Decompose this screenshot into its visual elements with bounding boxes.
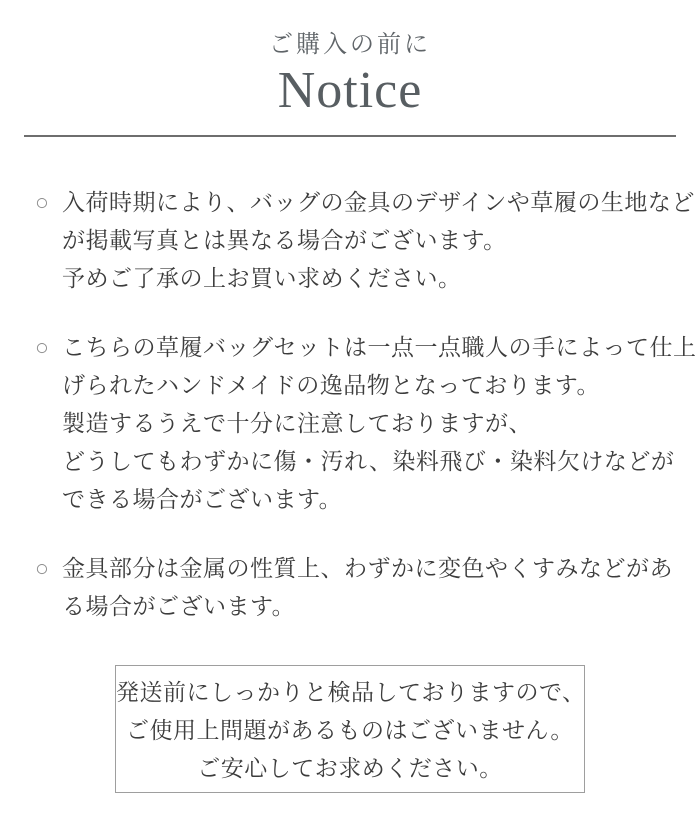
notice-text: [62, 549, 700, 625]
page-subtitle: ご購入の前に: [269, 32, 431, 58]
circle-bullet-icon: ○: [35, 189, 49, 215]
circle-bullet-icon: ○: [35, 334, 49, 360]
notice-line: 製造するうえで十分に注意しておりますが、: [62, 410, 532, 436]
notice-line: こちらの草履バッグセットは一点一点職人の手によって仕上: [62, 334, 697, 360]
notice-item: [35, 549, 700, 625]
assurance-line: 発送前にしっかりと検品しておりますので、: [116, 679, 586, 705]
notice-line: る場合がございます。: [62, 593, 296, 619]
circle-bullet-icon: ○: [35, 555, 49, 581]
notice-text: [62, 328, 700, 518]
notice-line: 入荷時期により、バッグの金具のデザインや草履の生地など: [62, 189, 695, 215]
notice-line: どうしてもわずかに傷・汚れ、染料飛び・染料欠けなどが: [62, 448, 675, 474]
page-title: Notice: [277, 62, 423, 119]
notice-text: [62, 183, 700, 297]
notice-item: [35, 328, 700, 518]
assurance-line: ご使用上問題があるものはございません。: [126, 717, 574, 743]
notice-line: できる場合がございます。: [62, 486, 343, 512]
notice-line: 金具部分は金属の性質上、わずかに変色やくすみなどがあ: [62, 555, 673, 581]
notice-line: げられたハンドメイドの逸品物となっております。: [62, 372, 600, 398]
notice-header: [0, 0, 700, 119]
assurance-box: [115, 665, 585, 793]
notice-line: が掲載写真とは異なる場合がございます。: [62, 227, 507, 253]
assurance-line: ご安心してお求めください。: [197, 755, 503, 781]
notice-item: [35, 183, 700, 297]
notice-line: 予めご了承の上お買い求めください。: [62, 265, 462, 291]
notice-list: [0, 137, 700, 625]
